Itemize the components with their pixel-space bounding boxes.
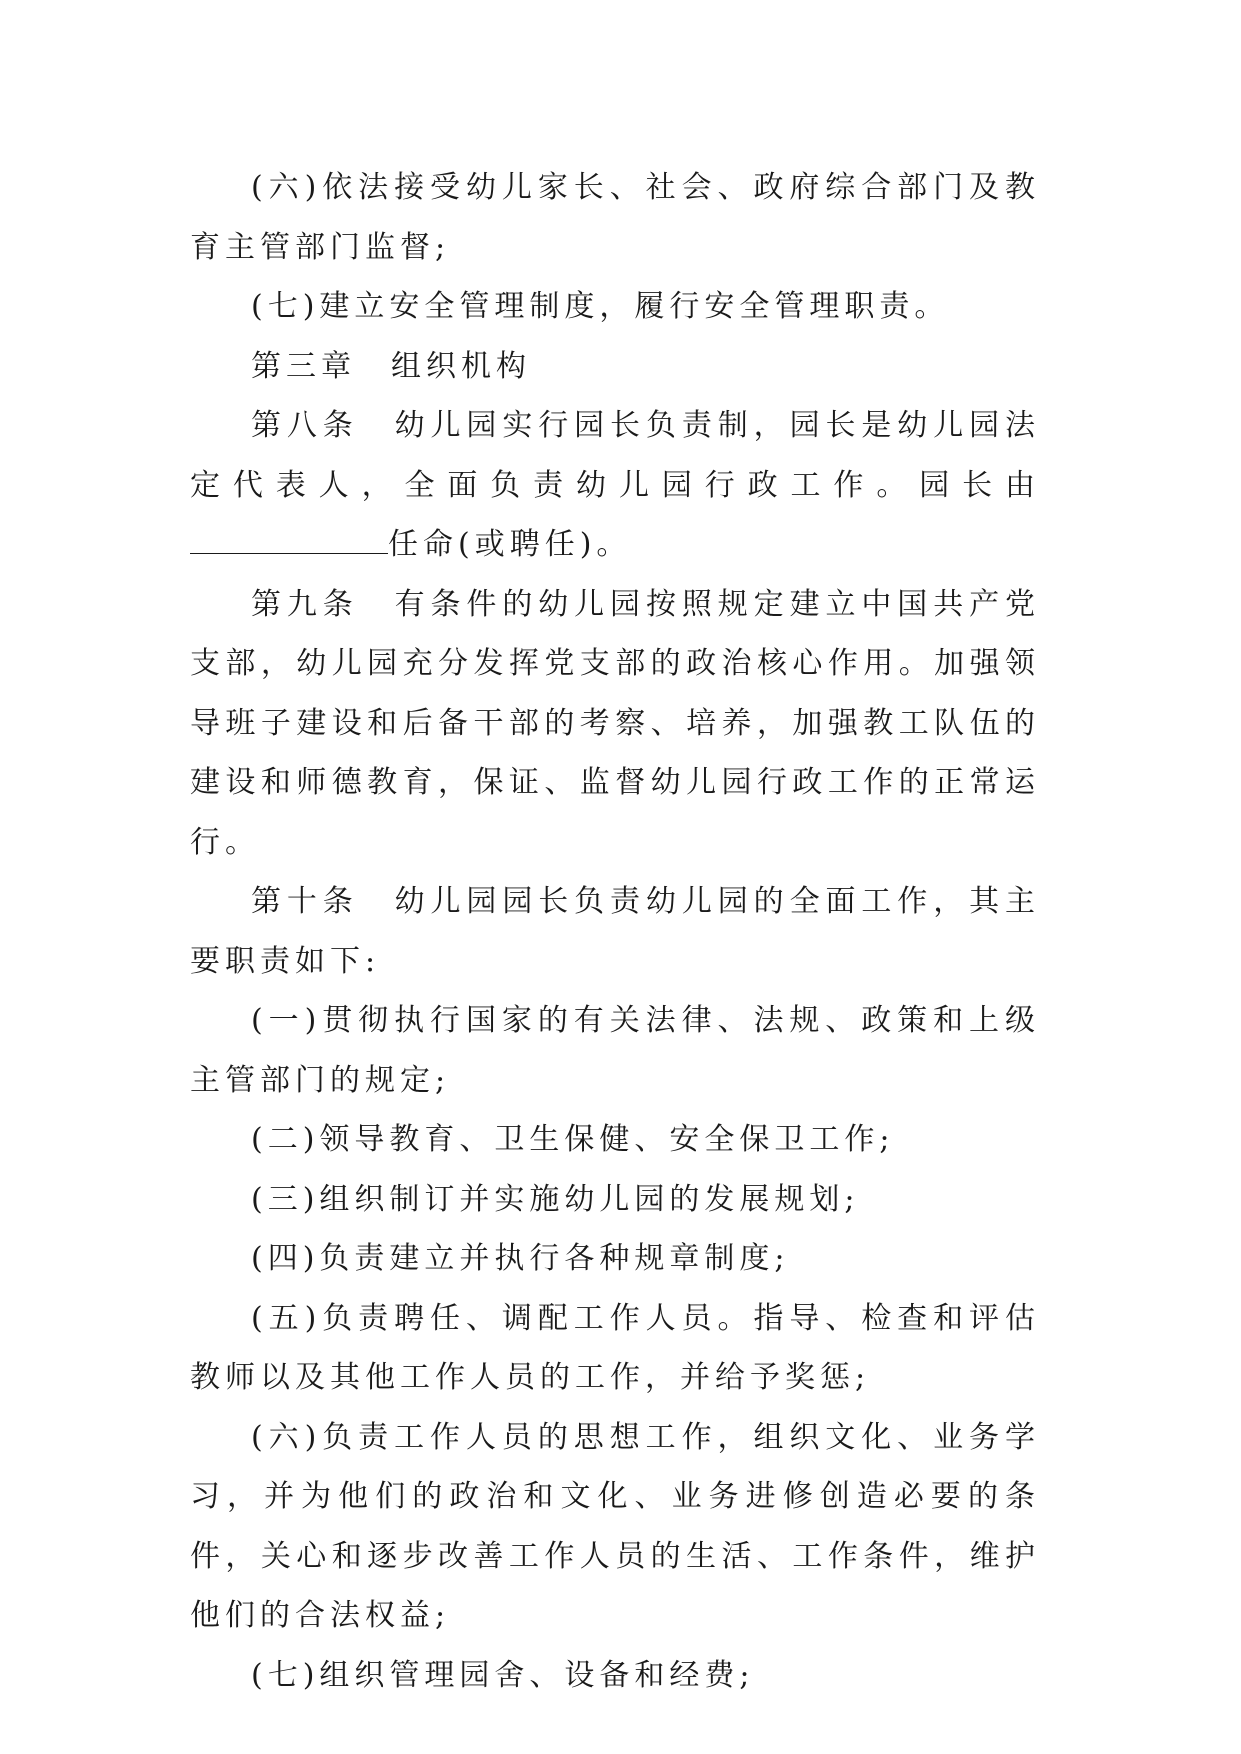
article-9: 第九条 有条件的幼儿园按照规定建立中国共产党支部，幼儿园充分发挥党支部的政治核心作用。加强领导班子建设和后备干部的考察、培养，加强教工队伍的建设和师德教育，保证、监督幼儿园行政工作的正常运行。 <box>190 586 1040 860</box>
article-8-text-after: 任命(或聘任)。 <box>388 527 632 562</box>
article-8 <box>190 396 1040 575</box>
duty-4: (四)负责建立并执行各种规章制度; <box>251 1241 790 1276</box>
duty-5: (五)负责聘任、调配工作人员。指导、检查和评估教师以及其他工作人员的工作，并给予奖惩; <box>190 1300 1040 1395</box>
duty-1: (一)贯彻执行国家的有关法律、法规、政策和上级主管部门的规定; <box>190 1003 1040 1098</box>
document-page <box>190 158 1040 1705</box>
duty-2: (二)领导教育、卫生保健、安全保卫工作; <box>251 1122 895 1157</box>
duty-7: (七)组织管理园舍、设备和经费; <box>251 1657 755 1693</box>
article-8-text-before: 第八条 幼儿园实行园长负责制，园长是幼儿园法定代表人，全面负责幼儿园行政工作。园长由 <box>190 408 1040 503</box>
item-7-safety: (七)建立安全管理制度，履行安全管理职责。 <box>251 289 950 324</box>
duty-3: (三)组织制订并实施幼儿园的发展规划; <box>251 1181 860 1217</box>
duty-6: (六)负责工作人员的思想工作，组织文化、业务学习，并为他们的政治和文化、业务进修创造必要的条件，关心和逐步改善工作人员的生活、工作条件，维护他们的合法权益; <box>190 1419 1040 1633</box>
chapter-heading: 第三章 组织机构 <box>251 348 531 384</box>
appointing-authority-blank <box>190 529 388 554</box>
item-6-supervision: (六)依法接受幼儿家长、社会、政府综合部门及教育主管部门监督; <box>190 170 1040 265</box>
article-10: 第十条 幼儿园园长负责幼儿园的全面工作，其主要职责如下: <box>190 884 1040 979</box>
